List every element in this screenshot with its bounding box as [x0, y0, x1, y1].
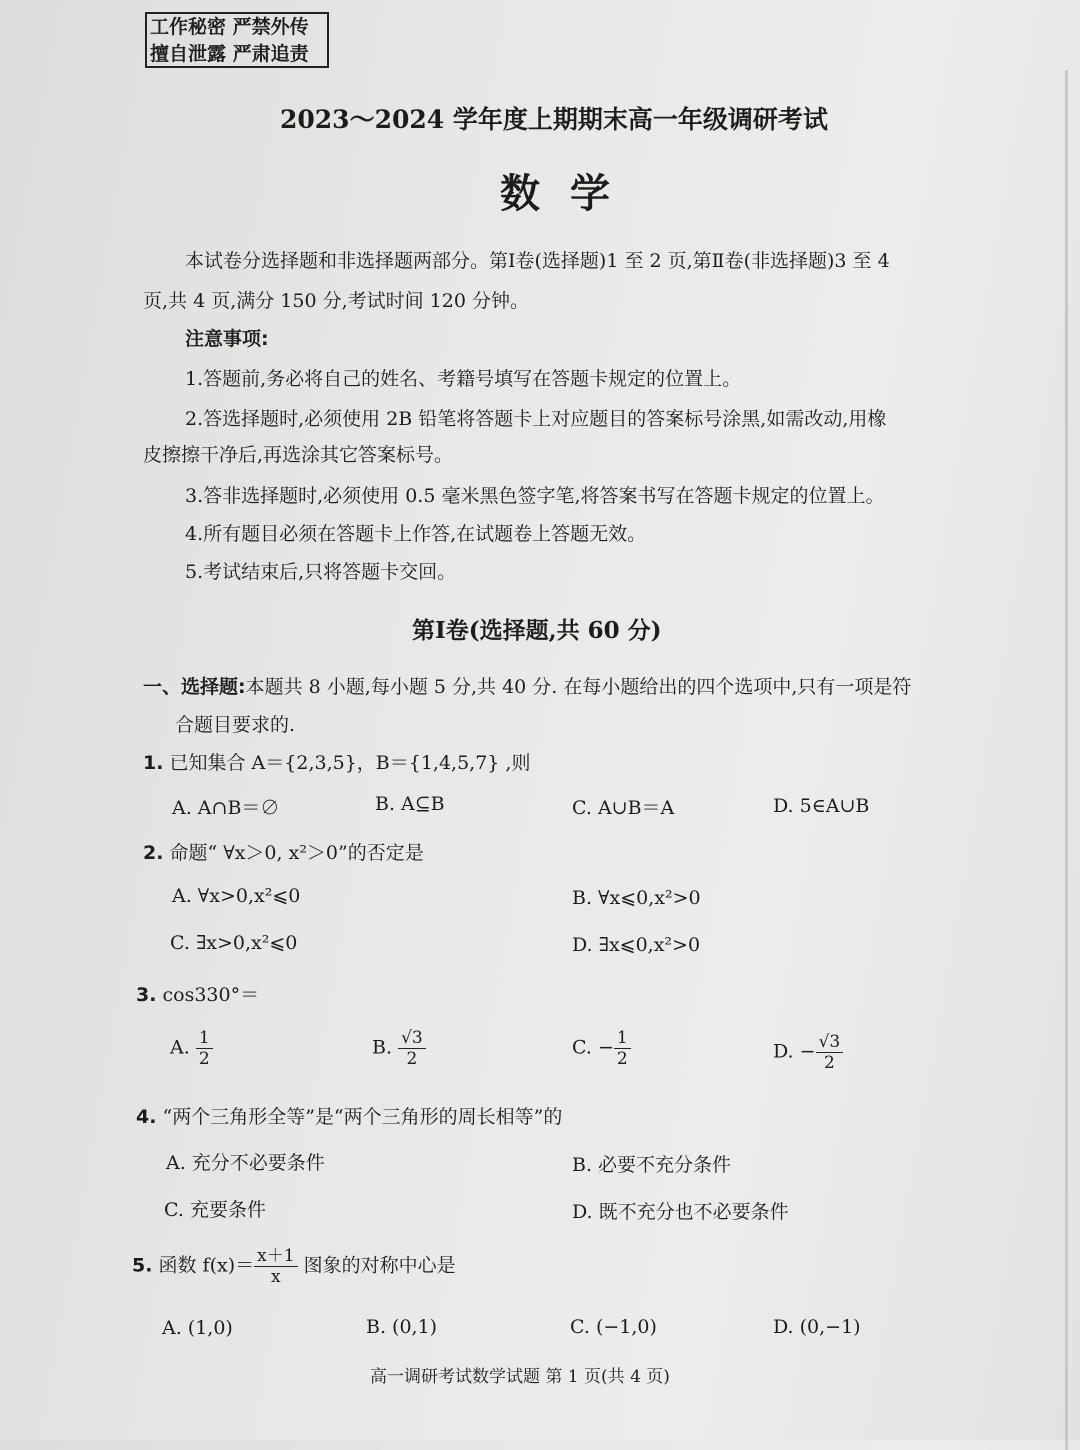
fraction: $\frac{√3}{2}$ [816, 1032, 844, 1073]
option-d: D. 既不充分也不必要条件 [572, 1201, 789, 1223]
option-a: A. 充分不必要条件 [166, 1152, 325, 1174]
option-b: B. $\frac{√3}{2}$ [372, 1028, 426, 1069]
question-4 [136, 1102, 562, 1129]
page-footer: 高一调研考试数学试题 第 1 页(共 4 页) [370, 1367, 670, 1387]
fraction: $\frac{1}{2}$ [614, 1028, 631, 1069]
option-d: D. − $\frac{√3}{2}$ [773, 1032, 843, 1073]
option-d: D. (0,−1) [773, 1316, 861, 1338]
question-stem: cos330°＝ [162, 984, 260, 1006]
question-stem: 命题“ ∀x＞0, x²＞0”的否定是 [169, 842, 424, 864]
question-3 [136, 980, 259, 1007]
stamp-line-2: 擅自泄露 严肃追责 [150, 43, 309, 65]
question-stem: 已知集合 A＝{2,3,5}，B＝{1,4,5,7} ,则 [169, 752, 531, 774]
option-b: B. (0,1) [366, 1316, 438, 1338]
section-title: 第Ⅰ卷(选择题,共 60 分) [412, 617, 662, 644]
note-item: 5.考试结束后,只将答题卡交回。 [185, 561, 457, 583]
question-stem: 函数 f(x)＝ [158, 1254, 255, 1277]
notes-heading: 注意事项: [185, 328, 269, 350]
option-a: A. A∩B＝∅ [172, 797, 280, 819]
confidential-stamp [145, 12, 329, 68]
fraction: $\frac{√3}{2}$ [398, 1028, 426, 1069]
page-edge-shadow [1065, 70, 1068, 1450]
question-2 [143, 838, 424, 865]
question-stem: “两个三角形全等”是“两个三角形的周长相等”的 [162, 1106, 563, 1128]
exam-title: 2023～2024 学年度上期期末高一年级调研考试 [280, 105, 828, 134]
option-b: B. ∀x⩽0,x²>0 [572, 887, 701, 909]
part-label: 一、选择题: [143, 676, 246, 698]
option-b: B. 必要不充分条件 [572, 1154, 732, 1176]
question-number: 5. [132, 1254, 153, 1277]
note-item: 4.所有题目必须在答题卡上作答,在试题卷上答题无效。 [185, 523, 647, 545]
fraction: $\frac{1}{2}$ [196, 1028, 213, 1069]
option-a: A. $\frac{1}{2}$ [170, 1028, 213, 1069]
option-d: D. 5∈A∪B [773, 795, 870, 817]
note-item: 1.答题前,务必将自己的姓名、考籍号填写在答题卡规定的位置上。 [185, 368, 742, 390]
option-b: B. A⊆B [375, 793, 445, 815]
option-c: C. 充要条件 [164, 1199, 266, 1221]
question-number: 4. [136, 1106, 157, 1128]
intro-line-2: 页,共 4 页,满分 150 分,考试时间 120 分钟。 [143, 290, 529, 312]
part-instructions: 本题共 8 小题,每小题 5 分,共 40 分. 在每小题给出的四个选项中,只有一项是符 [245, 676, 912, 698]
question-1 [143, 748, 530, 775]
part-instructions-cont: 合题目要求的. [175, 714, 296, 736]
option-c: C. (−1,0) [570, 1316, 657, 1338]
option-c: C. ∃x>0,x²⩽0 [170, 932, 298, 954]
note-item: 皮擦擦干净后,再选涂其它答案标号。 [143, 444, 454, 466]
intro-line-1: 本试卷分选择题和非选择题两部分。第Ⅰ卷(选择题)1 至 2 页,第Ⅱ卷(非选择题)3 至 4 [185, 250, 890, 272]
option-a: A. ∀x>0,x²⩽0 [172, 885, 301, 907]
note-item: 2.答选择题时,必须使用 2B 铅笔将答题卡上对应题目的答案标号涂黑,如需改动,用橡 [185, 408, 887, 430]
question-number: 2. [143, 842, 164, 864]
question-number: 3. [136, 984, 157, 1006]
option-d: D. ∃x⩽0,x²>0 [572, 934, 701, 956]
subject-title: 数学 [500, 171, 640, 217]
question-number: 1. [143, 752, 164, 774]
note-item: 3.答非选择题时,必须使用 0.5 毫米黑色签字笔,将答案书写在答题卡规定的位置上。 [185, 485, 885, 507]
option-c: C. A∪B＝A [572, 797, 675, 819]
option-c: C. − $\frac{1}{2}$ [572, 1028, 631, 1069]
option-a: A. (1,0) [162, 1317, 233, 1339]
question-stem-cont: 图象的对称中心是 [303, 1254, 456, 1277]
question-5 [132, 1246, 456, 1287]
stamp-line-1: 工作秘密 严禁外传 [150, 16, 309, 38]
fraction: $\frac{x+1}{x}$ [254, 1246, 297, 1287]
